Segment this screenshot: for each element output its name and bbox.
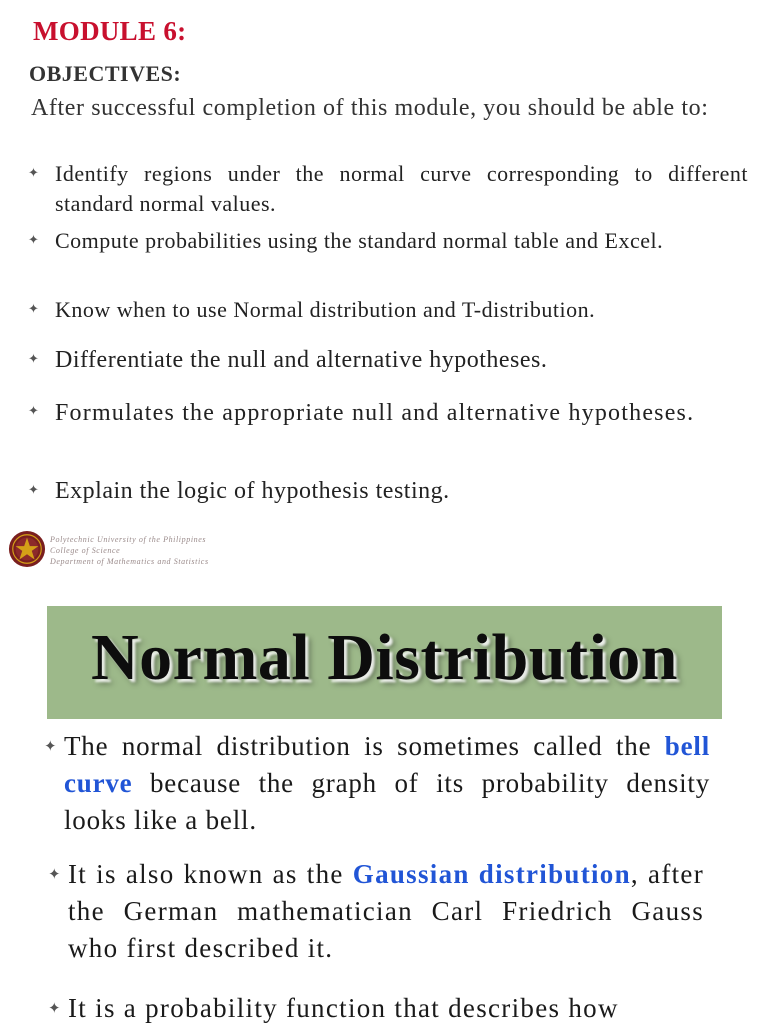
paragraph-text: It is a probability function that describes how bbox=[68, 993, 619, 1023]
bullet-star-icon: ✦ bbox=[48, 865, 61, 883]
text-run: because the graph of its probability density looks like a bell. bbox=[64, 768, 710, 835]
objectives-heading: OBJECTIVES: bbox=[29, 61, 182, 86]
slide-title: Normal Distribution bbox=[91, 621, 678, 694]
footer-university: Polytechnic University of the Philippines bbox=[50, 535, 207, 544]
title-band bbox=[47, 606, 722, 719]
footer-department: Department of Mathematics and Statistics bbox=[50, 557, 209, 566]
objectives-intro: After successful completion of this module, you should be able to: bbox=[31, 95, 709, 121]
paragraph-text bbox=[68, 856, 704, 967]
bullet-star-icon: ✦ bbox=[28, 404, 39, 419]
objective-text: Explain the logic of hypothesis testing. bbox=[55, 478, 450, 504]
paragraph-probability-function bbox=[48, 990, 708, 1024]
text-run: The normal distribution is sometimes called the bbox=[64, 731, 665, 761]
footer-institution bbox=[50, 534, 209, 567]
bullet-star-icon: ✦ bbox=[28, 233, 39, 248]
bullet-star-icon: ✦ bbox=[28, 166, 39, 181]
text-run: It is also known as the bbox=[68, 859, 353, 889]
highlight-bell-curve: bell curve bbox=[64, 731, 710, 798]
objective-item bbox=[28, 159, 748, 219]
objective-item bbox=[28, 397, 748, 430]
objective-text: Identify regions under the normal curve corresponding to different standard normal values. bbox=[55, 161, 748, 216]
objective-text: Compute probabilities using the standard normal table and Excel. bbox=[55, 228, 664, 253]
paragraph-gaussian bbox=[48, 856, 704, 967]
footer-college: College of Science bbox=[50, 546, 121, 555]
objective-text: Formulates the appropriate null and alternative hypotheses. bbox=[55, 400, 695, 426]
module-title: MODULE 6: bbox=[33, 16, 187, 46]
objective-item bbox=[28, 295, 748, 325]
paragraph-bell-curve bbox=[44, 728, 710, 839]
objective-text: Know when to use Normal distribution and T-distribution. bbox=[55, 297, 596, 322]
objective-item bbox=[28, 476, 748, 506]
university-seal-icon bbox=[8, 530, 46, 568]
bullet-star-icon: ✦ bbox=[28, 352, 39, 367]
highlight-gaussian: Gaussian distribution bbox=[352, 859, 631, 889]
text-run: , after the German mathematician Carl Friedrich Gauss who first described it. bbox=[68, 859, 704, 963]
bullet-star-icon: ✦ bbox=[48, 999, 61, 1017]
objective-item bbox=[28, 345, 748, 375]
bullet-star-icon: ✦ bbox=[28, 302, 39, 317]
paragraph-text bbox=[64, 728, 710, 839]
objective-text: Differentiate the null and alternative hypotheses. bbox=[55, 347, 548, 373]
bullet-star-icon: ✦ bbox=[44, 737, 57, 755]
objective-item bbox=[28, 226, 748, 256]
bullet-star-icon: ✦ bbox=[28, 483, 39, 498]
